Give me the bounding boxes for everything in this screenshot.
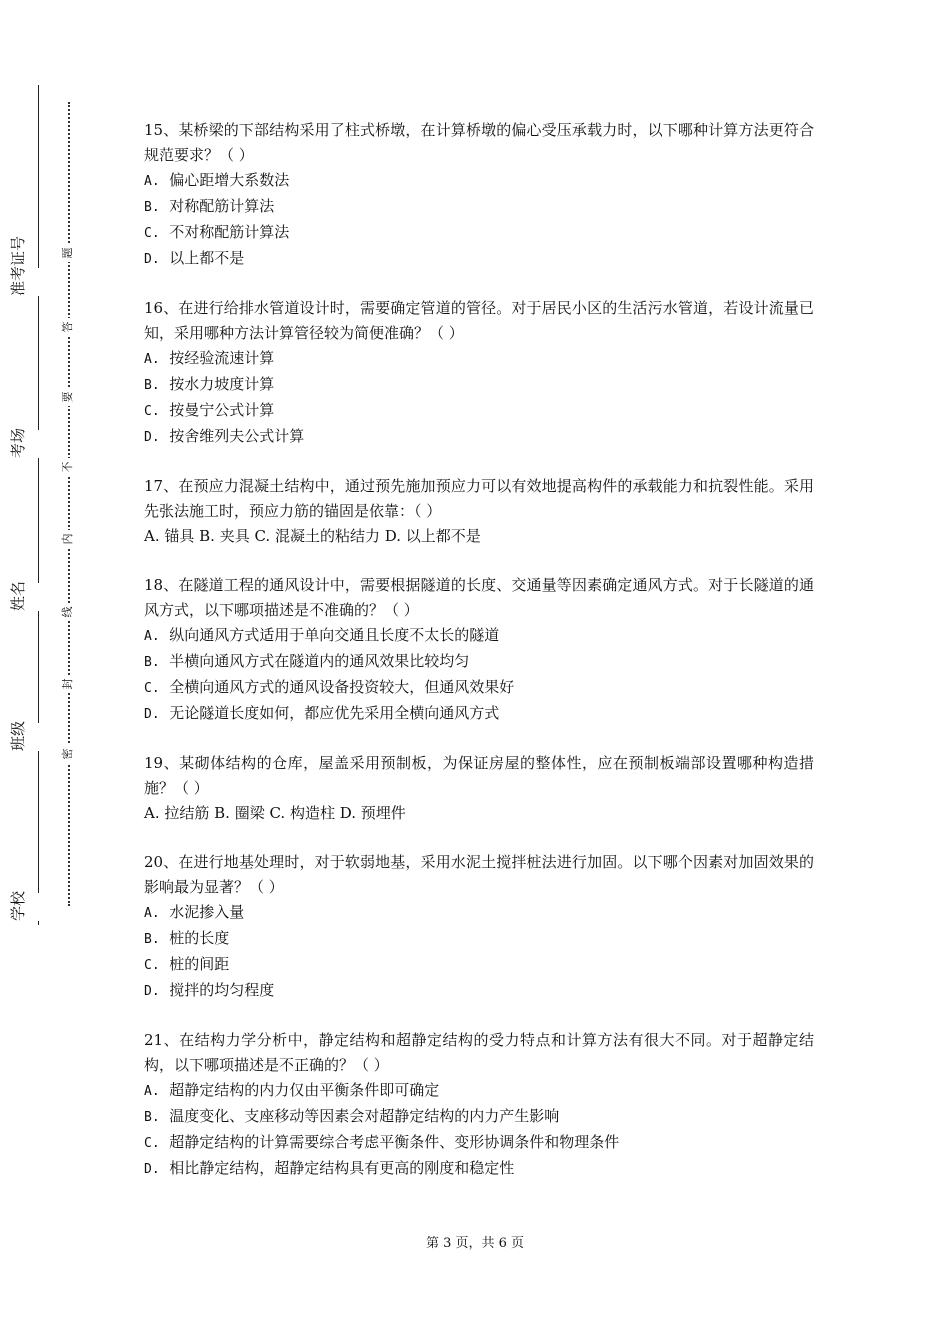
option-b[interactable]: B. 桩的长度 [144, 929, 230, 947]
seal-char: 线 [59, 603, 77, 621]
question-text: 15、某桥梁的下部结构采用了柱式桥墩，在计算桥墩的偏心受压承载力时，以下哪种计算方法更符合规范要求？（ ） [144, 121, 814, 164]
option-d[interactable]: D. 相比静定结构，超静定结构具有更高的刚度和稳定性 [144, 1159, 515, 1177]
label-exam-room: 考场 [4, 430, 68, 458]
question-text: 19、某砌体结构的仓库，屋盖采用预制板，为保证房屋的整体性，应在预制板端部设置哪种构造措施？（ ） [144, 754, 814, 797]
label-exam-number: 准考证号 [4, 268, 68, 296]
option-b[interactable]: B. 温度变化、支座移动等因素会对超静定结构的内力产生影响 [144, 1107, 560, 1125]
seal-char: 不 [59, 458, 77, 476]
question-text: 18、在隧道工程的通风设计中，需要根据隧道的长度、交通量等因素确定通风方式。对于长隧道的通风方式，以下哪项描述是不准确的？（ ） [144, 576, 814, 619]
page-number: 第 3 页，共 6 页 [425, 1236, 525, 1251]
question-18 [144, 573, 814, 727]
question-text: 20、在进行地基处理时，对于软弱地基，采用水泥土搅拌桩法进行加固。以下哪个因素对加固效果的影响最为显著？（ ） [144, 853, 814, 896]
option-b[interactable]: B. 对称配筋计算法 [144, 197, 275, 215]
option-d[interactable]: D. 以上都不是 [144, 249, 245, 267]
option-b[interactable]: B. 半横向通风方式在隧道内的通风效果比较均匀 [144, 652, 470, 670]
option-d[interactable]: D. 按舍维列夫公式计算 [144, 427, 305, 445]
question-17 [144, 474, 814, 549]
question-19 [144, 751, 814, 826]
question-21 [144, 1028, 814, 1182]
option-c[interactable]: C. 桩的间距 [144, 955, 230, 973]
question-text: 16、在进行给排水管道设计时，需要确定管道的管径。对于居民小区的生活污水管道，若设计流量已知，采用哪种方法计算管径较为简便准确？（ ） [144, 299, 814, 342]
option-c[interactable]: C. 超静定结构的计算需要综合考虑平衡条件、变形协调条件和物理条件 [144, 1133, 620, 1151]
seal-char: 答 [59, 318, 77, 336]
option-a[interactable]: A. 超静定结构的内力仅由平衡条件即可确定 [144, 1081, 440, 1099]
option-c[interactable]: C. 不对称配筋计算法 [144, 223, 290, 241]
label-class: 班级 [4, 723, 68, 751]
question-16 [144, 296, 814, 450]
label-name: 姓名 [4, 583, 68, 611]
seal-char: 内 [59, 530, 77, 548]
option-d[interactable]: D. 无论隧道长度如何，都应优先采用全横向通风方式 [144, 704, 500, 722]
option-a[interactable]: A. 纵向通风方式适用于单向交通且长度不太长的隧道 [144, 626, 500, 644]
question-text: 17、在预应力混凝土结构中，通过预先施加预应力可以有效地提高构件的承载能力和抗裂性能。采用先张法施工时，预应力筋的锚固是依靠：（ ） [144, 477, 814, 520]
question-20 [144, 850, 814, 1004]
label-school: 学校 [4, 893, 68, 921]
seal-char: 要 [59, 388, 77, 406]
option-c[interactable]: C. 全横向通风方式的通风设备投资较大，但通风效果好 [144, 678, 515, 696]
option-a[interactable]: A. 按经验流速计算 [144, 349, 275, 367]
question-text: 21、在结构力学分析中，静定结构和超静定结构的受力特点和计算方法有很大不同。对于超静定结构，以下哪项描述是不正确的？（ ） [144, 1031, 814, 1074]
question-list [144, 118, 814, 1206]
option-d[interactable]: D. 搅拌的均匀程度 [144, 981, 275, 999]
inline-options[interactable]: A. 拉结筋 B. 圈梁 C. 构造柱 D. 预埋件 [144, 804, 406, 822]
question-15 [144, 118, 814, 272]
seal-char: 密 [59, 745, 77, 763]
seal-char: 封 [59, 675, 77, 693]
option-b[interactable]: B. 按水力坡度计算 [144, 375, 275, 393]
option-a[interactable]: A. 偏心距增大系数法 [144, 171, 290, 189]
seal-dotted-line [68, 102, 70, 906]
binding-line [38, 85, 39, 925]
option-c[interactable]: C. 按曼宁公式计算 [144, 401, 275, 419]
option-a[interactable]: A. 水泥掺入量 [144, 903, 245, 921]
seal-char: 题 [59, 244, 77, 262]
inline-options[interactable]: A. 锚具 B. 夹具 C. 混凝土的粘结力 D. 以上都不是 [144, 527, 481, 545]
